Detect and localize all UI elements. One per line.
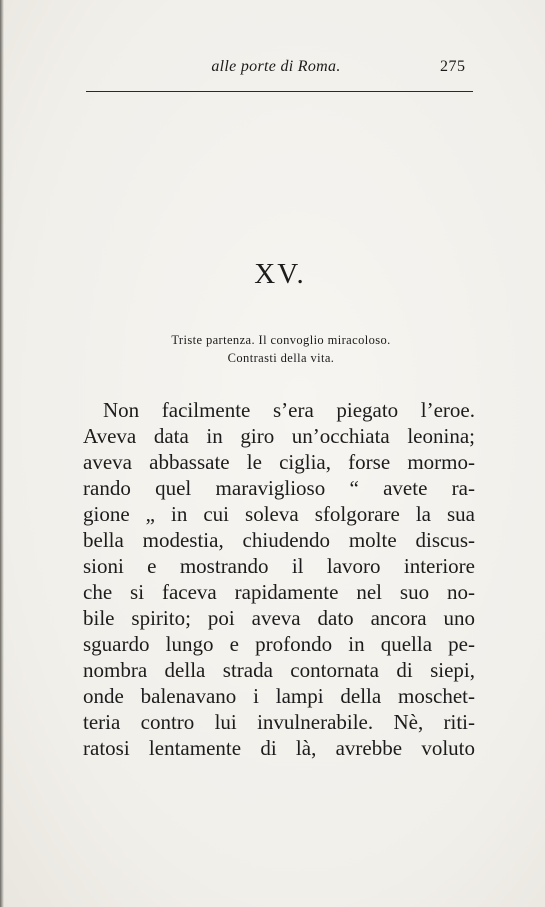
body-line: aveva abbassate le ciglia, forse mormo-: [83, 450, 475, 474]
header-rule: [86, 91, 473, 92]
body-line: sioni e mostrando il lavoro interiore: [83, 554, 475, 578]
body-line: teria contro lui invulnerabile. Nè, riti-: [83, 710, 475, 734]
body-line: che si faceva rapidamente nel suo no-: [83, 580, 475, 604]
page-spine-shadow: [0, 0, 4, 907]
body-line: onde balenavano i lampi della moschet-: [83, 684, 475, 708]
chapter-summary: [80, 331, 482, 367]
body-line: bella modestia, chiudendo molte discus-: [83, 528, 475, 552]
chapter-number: XV.: [254, 258, 306, 290]
body-line: sguardo lungo e profondo in quella pe-: [83, 632, 475, 656]
body-text: [83, 397, 475, 761]
body-line: nombra della strada contornata di siepi,: [83, 658, 475, 682]
chapter-summary-line: Triste partenza. Il convoglio miracoloso.: [171, 333, 391, 347]
running-head: [0, 58, 545, 84]
page-number: 275: [440, 58, 466, 75]
body-line: rando quel maraviglioso “ avete ra-: [83, 476, 475, 500]
body-line: bile spirito; poi aveva dato ancora uno: [83, 606, 475, 630]
body-line: gione „ in cui soleva sfolgorare la sua: [83, 502, 475, 526]
body-line: Non facilmente s’era piegato l’eroe.: [103, 398, 475, 422]
running-title: alle porte di Roma.: [211, 58, 341, 75]
body-line: Aveva data in giro un’occhiata leonina;: [83, 424, 475, 448]
chapter-summary-line: Contrasti della vita.: [227, 351, 335, 365]
body-line: ratosi lentamente di là, avrebbe voluto: [83, 736, 475, 760]
